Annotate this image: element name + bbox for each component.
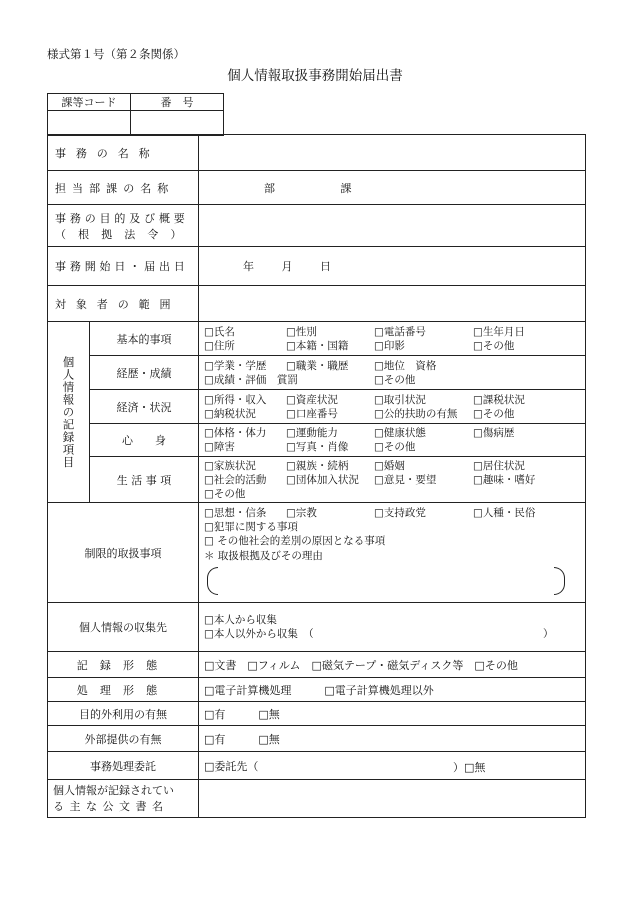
course-code-cell[interactable] bbox=[48, 111, 131, 136]
check-seal[interactable]: □印影 bbox=[374, 339, 405, 352]
document-title: 個人情報取扱事務開始届出書 bbox=[227, 68, 403, 84]
right-bracket bbox=[554, 567, 565, 595]
check-relatives[interactable]: □親族・続柄 bbox=[286, 459, 349, 472]
check-mind-body-other[interactable]: □その他 bbox=[374, 441, 416, 453]
documents-line1: 個人情報が記録されてい bbox=[53, 783, 174, 797]
check-race[interactable]: □人種・民俗 bbox=[473, 506, 536, 519]
check-domicile[interactable]: □本籍・国籍 bbox=[286, 339, 349, 352]
restricted-options[interactable] bbox=[199, 503, 586, 603]
check-career-other[interactable]: □その他 bbox=[374, 373, 416, 386]
check-other-collection[interactable]: □本人以外から収集 （ ） bbox=[204, 628, 554, 640]
check-birthdate[interactable]: □生年月日 bbox=[473, 325, 525, 338]
main-form-table bbox=[47, 134, 586, 818]
check-sex[interactable]: □性別 bbox=[286, 325, 317, 338]
purpose-line2: （根拠法令） bbox=[55, 227, 194, 241]
restricted-label: 制限的取扱事項 bbox=[48, 503, 199, 603]
course-code-header: 課等コード bbox=[48, 94, 131, 111]
check-family[interactable]: □家族状況 bbox=[204, 459, 256, 472]
category-basic-options[interactable] bbox=[199, 322, 586, 356]
department-field[interactable] bbox=[199, 171, 586, 205]
check-tax-payment[interactable]: □納税状況 bbox=[204, 407, 256, 420]
year-text: 年 bbox=[243, 260, 254, 273]
check-assets[interactable]: □資産状況 bbox=[286, 393, 338, 406]
external-provision-options[interactable]: □有 □無 bbox=[199, 726, 586, 752]
form-number-label: 様式第１号（第２条関係） bbox=[47, 47, 185, 61]
check-address[interactable]: □住所 bbox=[204, 339, 235, 352]
check-belief[interactable]: □思想・信条 bbox=[204, 506, 267, 519]
record-items-group-label: 個人情報の記録項目 bbox=[48, 322, 90, 503]
number-header: 番 号 bbox=[131, 94, 224, 111]
check-motor-ability[interactable]: □運動能力 bbox=[286, 427, 338, 439]
check-economy-other[interactable]: □その他 bbox=[473, 407, 515, 420]
collection-options[interactable] bbox=[199, 603, 586, 652]
check-income[interactable]: □所得・収入 bbox=[204, 393, 267, 406]
check-group-membership[interactable]: □団体加入状況 bbox=[286, 473, 359, 486]
empty-slot bbox=[473, 440, 549, 454]
check-religion[interactable]: □宗教 bbox=[286, 506, 317, 519]
check-physique[interactable]: □体格・体力 bbox=[204, 427, 267, 439]
check-self-collection[interactable]: □本人から収集 bbox=[204, 613, 277, 626]
check-marriage[interactable]: □婚姻 bbox=[374, 459, 405, 472]
handling-basis-label: ＊ 取扱根拠及びその理由 bbox=[204, 549, 323, 562]
day-text: 日 bbox=[320, 260, 331, 273]
check-phone[interactable]: □電話番号 bbox=[374, 325, 426, 338]
bu-text: 部 bbox=[264, 181, 275, 195]
handling-basis-field[interactable] bbox=[207, 567, 565, 595]
check-name[interactable]: □氏名 bbox=[204, 325, 235, 338]
category-mind-body-options[interactable] bbox=[199, 424, 586, 457]
target-field[interactable] bbox=[199, 286, 586, 322]
check-transactions[interactable]: □取引状況 bbox=[374, 393, 426, 406]
check-account-number[interactable]: □口座番号 bbox=[286, 407, 338, 420]
collection-label: 個人情報の収集先 bbox=[48, 603, 199, 652]
category-mind-body-label: 心 身 bbox=[90, 424, 199, 457]
check-opinion[interactable]: □意見・要望 bbox=[374, 473, 437, 486]
check-photo[interactable]: □写真・肖像 bbox=[286, 441, 349, 453]
process-form-options[interactable]: □電子計算機処理 □電子計算機処理以外 bbox=[199, 678, 586, 702]
category-economy-options[interactable] bbox=[199, 390, 586, 424]
purpose-line1: 事務の目的及び概要 bbox=[55, 211, 189, 225]
check-discrimination[interactable]: □ その他社会的差別の原因となる事項 bbox=[204, 535, 386, 548]
outsource-label: 事務処理委託 bbox=[48, 752, 199, 780]
category-life-options[interactable] bbox=[199, 457, 586, 503]
documents-field[interactable] bbox=[199, 780, 586, 818]
check-basic-other[interactable]: □その他 bbox=[473, 339, 515, 352]
category-life-label: 生 活 事 項 bbox=[90, 457, 199, 503]
target-label: 対象者の範囲 bbox=[48, 286, 199, 322]
check-grades-awards[interactable]: □成績・評価 賞罰 bbox=[204, 373, 298, 386]
process-form-label: 処理形態 bbox=[48, 678, 199, 702]
check-public-assistance[interactable]: □公的扶助の有無 bbox=[374, 407, 458, 420]
check-outsource-to[interactable]: □委託先（ bbox=[204, 759, 259, 773]
purpose-field[interactable] bbox=[199, 205, 586, 247]
documents-label bbox=[48, 780, 199, 818]
department-label: 担当部課の名称 bbox=[48, 171, 199, 205]
check-residence[interactable]: □居住状況 bbox=[473, 459, 525, 472]
record-form-label: 記録形態 bbox=[48, 652, 199, 678]
documents-line2: る主な公文書名 bbox=[53, 799, 169, 813]
purpose-label bbox=[48, 205, 199, 247]
check-life-other[interactable]: □その他 bbox=[204, 487, 246, 500]
ka-text: 課 bbox=[340, 181, 352, 195]
category-economy-label: 経済・状況 bbox=[90, 390, 199, 424]
collection-close-paren: ） bbox=[543, 628, 554, 640]
check-social-activity[interactable]: □社会的活動 bbox=[204, 473, 267, 486]
record-form-options[interactable]: □文書 □フィルム □磁気テープ・磁気ディスク等 □その他 bbox=[199, 652, 586, 678]
check-education[interactable]: □学業・学歴 bbox=[204, 359, 267, 372]
check-no-outsource[interactable]: ）□無 bbox=[453, 761, 486, 774]
left-bracket bbox=[207, 567, 218, 595]
check-status-qualification[interactable]: □地位 資格 bbox=[374, 359, 437, 372]
check-crime[interactable]: □犯罪に関する事項 bbox=[204, 520, 298, 533]
check-medical-history[interactable]: □傷病歴 bbox=[473, 427, 515, 439]
start-date-field[interactable] bbox=[199, 247, 586, 286]
office-name-field[interactable] bbox=[199, 135, 586, 171]
outside-use-options[interactable]: □有 □無 bbox=[199, 702, 586, 726]
empty-slot bbox=[473, 359, 549, 373]
month-text: 月 bbox=[281, 260, 293, 273]
check-disability[interactable]: □障害 bbox=[204, 441, 235, 453]
check-hobbies[interactable]: □趣味・嗜好 bbox=[473, 473, 536, 486]
start-date-label: 事務開始日・届出日 bbox=[48, 247, 199, 286]
outsource-options[interactable] bbox=[199, 752, 586, 780]
outside-use-label: 目的外利用の有無 bbox=[48, 702, 199, 726]
check-health[interactable]: □健康状態 bbox=[374, 427, 426, 439]
office-name-label: 事務の名称 bbox=[48, 135, 199, 171]
category-career-options[interactable] bbox=[199, 356, 586, 390]
check-taxation[interactable]: □課税状況 bbox=[473, 393, 525, 406]
number-cell[interactable] bbox=[131, 111, 224, 136]
category-career-label: 経歴・成績 bbox=[90, 356, 199, 390]
check-occupation[interactable]: □職業・職歴 bbox=[286, 359, 349, 372]
code-table bbox=[47, 93, 224, 136]
category-basic-label: 基本的事項 bbox=[90, 322, 199, 356]
check-party[interactable]: □支持政党 bbox=[374, 506, 426, 519]
external-provision-label: 外部提供の有無 bbox=[48, 726, 199, 752]
